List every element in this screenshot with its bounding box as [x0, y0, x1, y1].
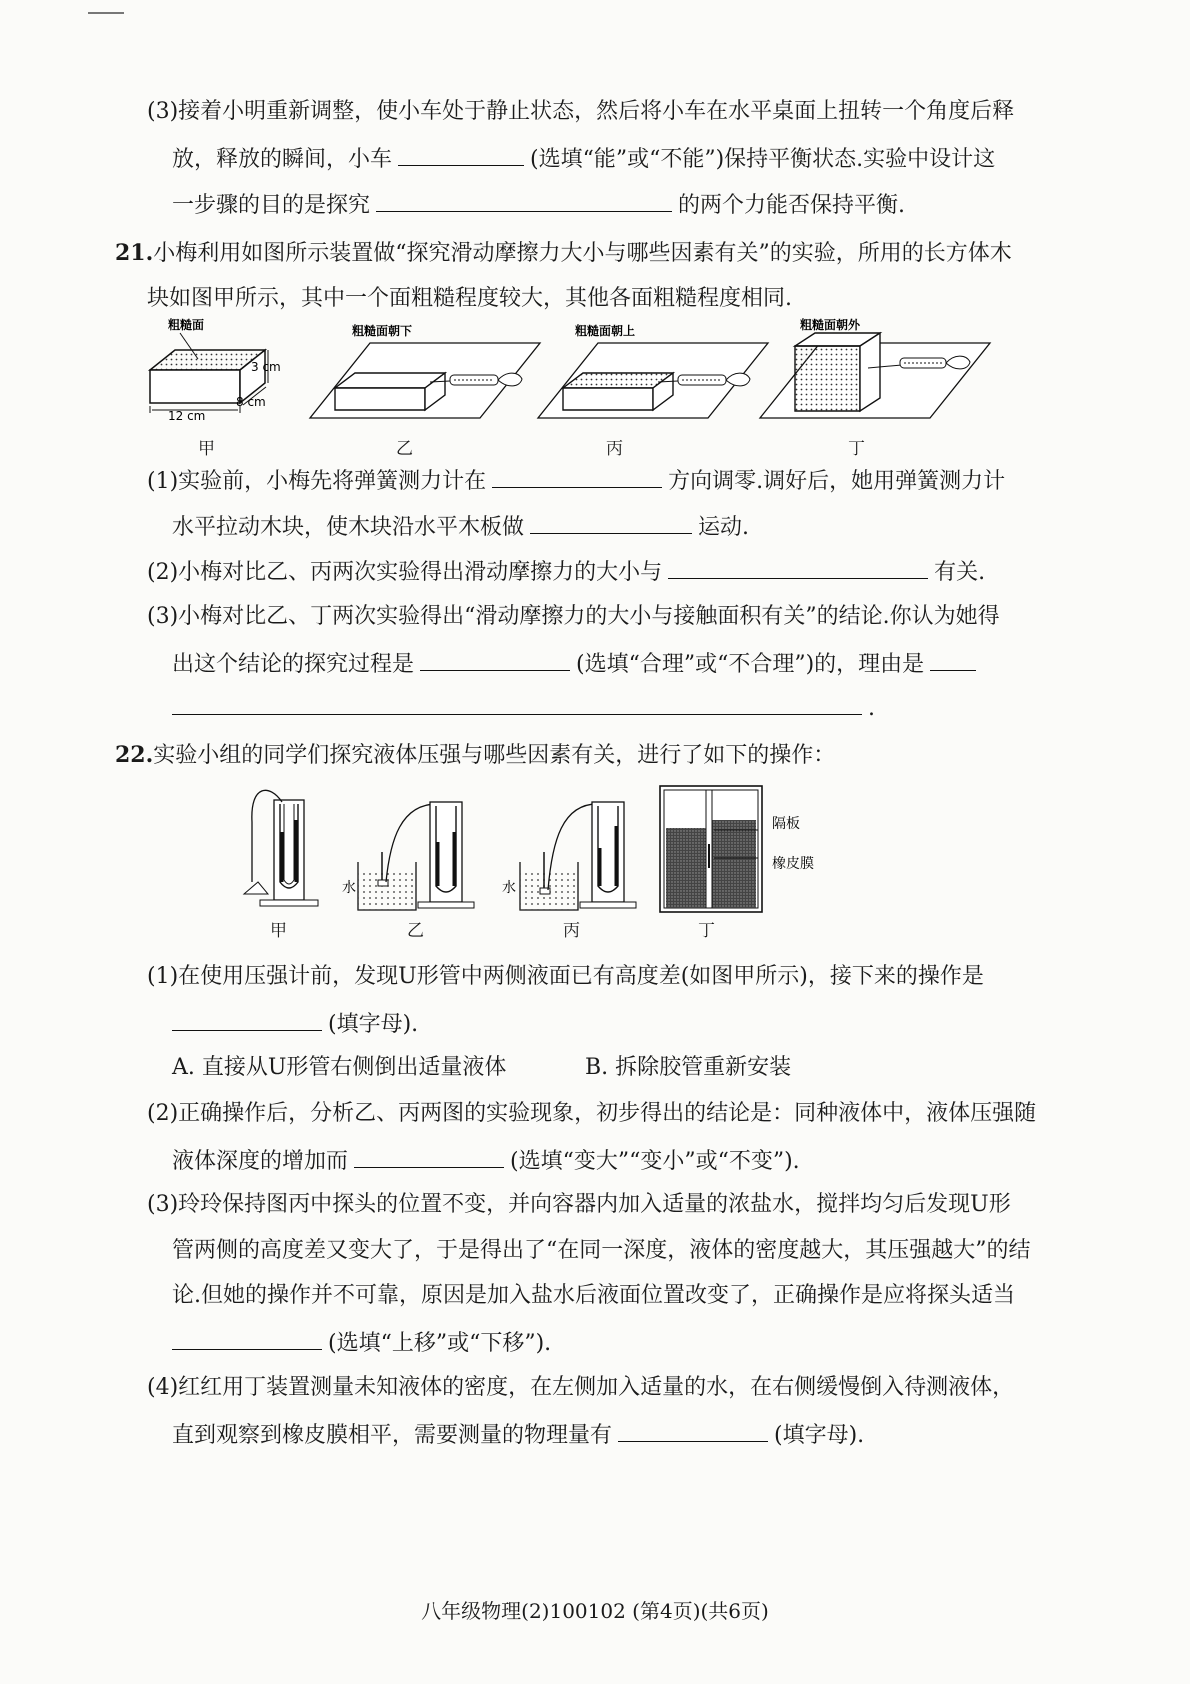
label-rough-down: 粗糙面朝下: [352, 324, 413, 338]
container-ding: [660, 786, 762, 912]
q22-part4-line1: (4)红红用丁装置测量未知液体的密度，在左侧加入适量的水，在右侧缓慢倒入待测液体，: [147, 1375, 1015, 1400]
q22-stem: [115, 740, 835, 771]
q22-option-b: B. 拆除胶管重新安装: [585, 1055, 792, 1080]
q21-part1-line2: [172, 511, 749, 543]
q20-part3-text-a: 放，释放的瞬间，小车: [172, 147, 393, 172]
answer-blank[interactable]: [376, 189, 672, 212]
fig-caption-bing: 丙: [606, 439, 623, 459]
label-membrane: 橡皮膜: [772, 856, 814, 872]
answer-blank[interactable]: [172, 692, 862, 715]
q22-part3-line4: [172, 1327, 551, 1359]
dim-length: 12 cm: [168, 409, 206, 423]
q21-stem-line2: 块如图甲所示，其中一个面粗糙程度较大，其他各面粗糙程度相同.: [147, 286, 792, 311]
q22-part4-line2: [172, 1419, 864, 1451]
setup-yi: [310, 343, 540, 418]
answer-blank[interactable]: [668, 556, 928, 579]
manometer-bing: [520, 802, 636, 910]
q22-part4-text-b: (填字母).: [774, 1423, 865, 1448]
q22-number: 22.: [115, 742, 154, 768]
dim-depth: 8 cm: [236, 395, 266, 409]
q22-part1-line1: (1)在使用压强计前，发现U形管中两侧液面已有高度差(如图甲所示)，接下来的操作是: [147, 964, 984, 989]
q22-part1-text: (填字母).: [328, 1012, 419, 1037]
q21-part2-text-a: (2)小梅对比乙、丙两次实验得出滑动摩擦力的大小与: [147, 560, 663, 585]
q21-part3-line2: [172, 648, 982, 680]
q22-part2-text-a: 液体深度的增加而: [172, 1149, 349, 1174]
q22-part2-line2: [172, 1145, 800, 1177]
label-water-yi: 水: [342, 880, 356, 896]
friction-experiment-figure: [140, 313, 1000, 458]
q22-part1-line2: [172, 1008, 418, 1040]
fig-caption-ding: 丁: [848, 439, 865, 459]
answer-blank[interactable]: [398, 143, 524, 166]
q21-stem-line1: [115, 238, 1012, 269]
q21-part1-text-c: 水平拉动木块，使木块沿水平木板做: [172, 515, 525, 540]
page-footer: 八年级物理(2)100102 (第4页)(共6页): [421, 1599, 769, 1623]
q22-part2-line1: (2)正确操作后，分析乙、丙两图的实验现象，初步得出的结论是：同种液体中，液体压强随: [147, 1101, 1037, 1126]
q21-part1-text-d: 运动.: [698, 515, 750, 540]
setup-ding: [760, 333, 990, 418]
label-rough-out: 粗糙面朝外: [800, 318, 861, 332]
q22-part3-line1: (3)玲玲保持图丙中探头的位置不变，并向容器内加入适量的浓盐水，搅拌均匀后发现U形: [147, 1192, 1011, 1217]
answer-blank[interactable]: [420, 648, 570, 671]
q21-part3-line1: (3)小梅对比乙、丁两次实验得出“滑动摩擦力的大小与接触面积有关”的结论.你认为她得: [147, 604, 1000, 629]
q21-part1-text-a: (1)实验前，小梅先将弹簧测力计在: [147, 469, 487, 494]
q21-part3-line3: [172, 692, 875, 724]
fig2-caption-jia: 甲: [270, 921, 287, 941]
manometer-yi: [358, 802, 474, 910]
answer-blank[interactable]: [354, 1145, 504, 1168]
q22-part2-text-b: (选填“变大”“变小”或“不变”).: [510, 1149, 800, 1174]
label-rough-up: 粗糙面朝上: [575, 324, 636, 338]
fig2-caption-bing: 丙: [563, 921, 580, 941]
q21-part1-line1: [147, 465, 1005, 497]
q22-part3-text: (选填“上移”或“下移”).: [328, 1331, 552, 1356]
label-partition: 隔板: [772, 816, 800, 832]
q22-part3-line3: 论.但她的操作并不可靠，原因是加入盐水后液面位置改变了，正确操作是应将探头适当: [172, 1283, 1015, 1308]
q21-number: 21.: [115, 240, 154, 266]
fig-caption-yi: 乙: [396, 439, 413, 459]
q20-part3-text-c: 一步骤的目的是探究: [172, 193, 371, 218]
q22-stem-text: 实验小组的同学们探究液体压强与哪些因素有关，进行了如下的操作：: [153, 743, 836, 768]
answer-blank[interactable]: [172, 1327, 322, 1350]
q20-part3-text-d: 的两个力能否保持平衡.: [678, 193, 906, 218]
q20-part3-line1: (3)接着小明重新调整，使小车处于静止状态，然后将小车在水平桌面上扭转一个角度后释: [147, 99, 1015, 124]
fig2-caption-ding: 丁: [698, 921, 715, 941]
answer-blank[interactable]: [172, 1008, 322, 1031]
manometer-jia: [244, 790, 318, 906]
q22-option-a: A. 直接从U形管右侧倒出适量液体: [172, 1055, 507, 1080]
answer-blank[interactable]: [492, 465, 662, 488]
fig2-caption-yi: 乙: [407, 921, 424, 941]
label-water-bing: 水: [502, 880, 516, 896]
q21-part2-text-b: 有关.: [934, 560, 986, 585]
setup-bing: [538, 343, 768, 418]
q20-part3-text-b: (选填“能”或“不能”)保持平衡状态.实验中设计这: [530, 147, 996, 172]
q22-part3-line2: 管两侧的高度差又变大了，于是得出了“在同一深度，液体的密度越大，其压强越大”的结: [172, 1238, 1031, 1263]
q20-part3-line2: [172, 143, 995, 175]
liquid-pressure-figure: [230, 782, 850, 917]
answer-blank[interactable]: [618, 1419, 768, 1442]
q21-part2: [147, 556, 985, 588]
answer-blank[interactable]: [530, 511, 692, 534]
q21-part3-text-b: (选填“合理”或“不合理”)的，理由是: [576, 652, 925, 677]
scan-mark: [88, 12, 124, 14]
q22-part4-text-a: 直到观察到橡皮膜相平，需要测量的物理量有: [172, 1423, 613, 1448]
dim-height: 3 cm: [251, 360, 281, 374]
label-rough-face: 粗糙面: [168, 318, 205, 332]
q21-part3-end: .: [868, 696, 875, 721]
q21-part3-text-a: 出这个结论的探究过程是: [172, 652, 415, 677]
q20-part3-line3: [172, 189, 905, 221]
q21-stem-text: 小梅利用如图所示装置做“探究滑动摩擦力大小与哪些因素有关”的实验，所用的长方体木: [153, 241, 1012, 266]
fig-caption-jia: 甲: [198, 439, 215, 459]
q21-part1-text-b: 方向调零.调好后，她用弹簧测力计: [668, 469, 1006, 494]
answer-blank[interactable]: [930, 648, 976, 671]
